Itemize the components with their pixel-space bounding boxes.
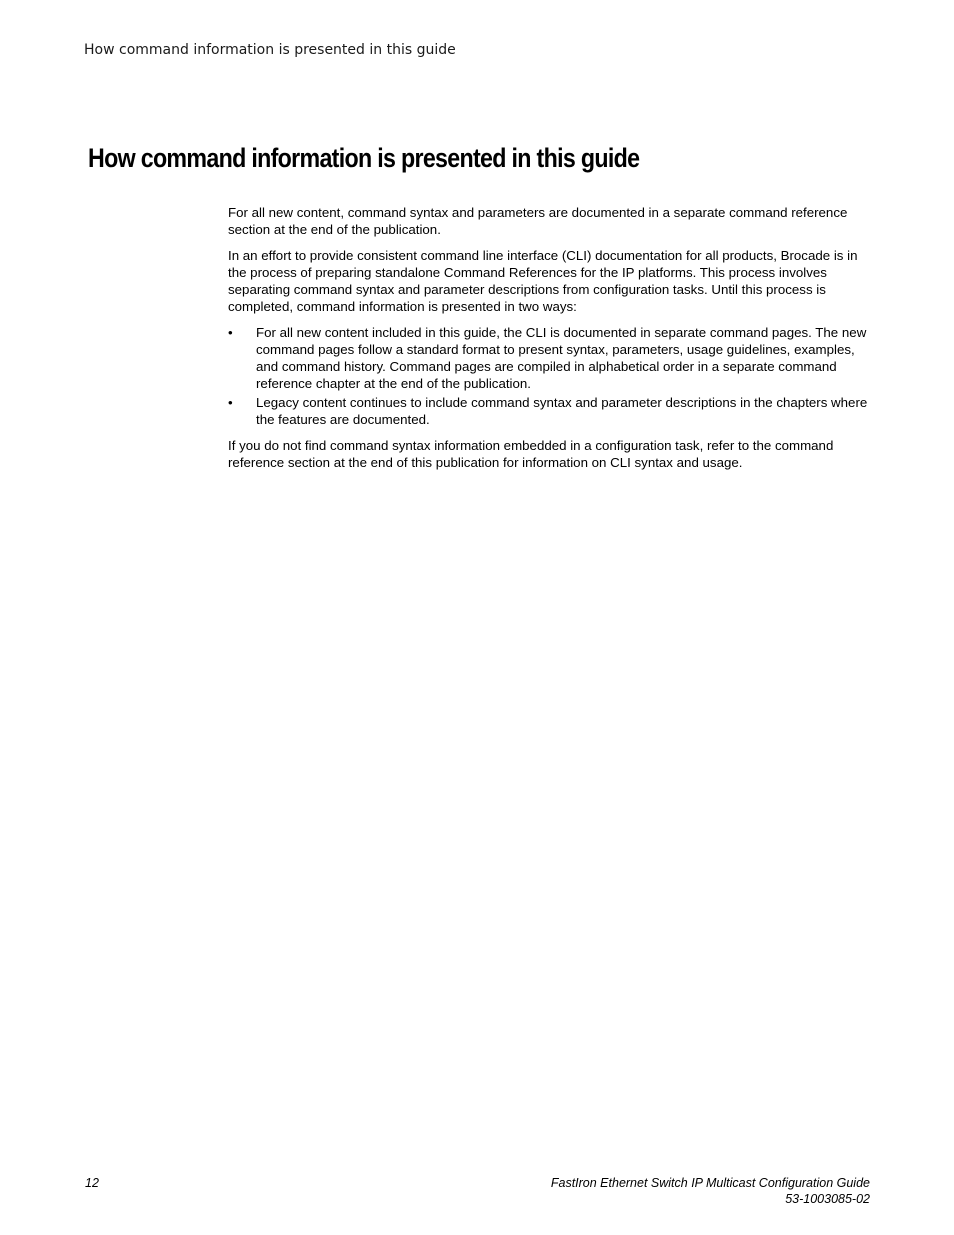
section-body — [228, 204, 868, 480]
bullet-list — [228, 324, 868, 428]
bullet-icon: • — [228, 325, 233, 340]
footer-doc-info — [551, 1175, 870, 1207]
closing-paragraph: If you do not find command syntax information embedded in a configuration task, refer to the command reference section at the end of this publication for information on CLI syntax and usage. — [228, 438, 834, 470]
list-item-text: Legacy content continues to include command syntax and parameter descriptions in the chapters where the features are documented. — [256, 395, 868, 427]
footer-doc-number: 53-1003085-02 — [785, 1192, 870, 1206]
section-title: How command information is presented in this guide — [88, 143, 640, 173]
bullet-icon: • — [228, 395, 233, 410]
footer-doc-title: FastIron Ethernet Switch IP Multicast Configuration Guide — [550, 1176, 870, 1190]
running-header: How command information is presented in this guide — [84, 42, 456, 58]
list-item-text: For all new content included in this guide, the CLI is documented in separate command pages. The new command pages follow a standard format to present syntax, parameters, usage guidelines, examples, and command history. Command pages are compiled in alphabetical order in a separate command reference chapter at the end of the publication. — [256, 325, 867, 391]
list-item — [228, 394, 868, 428]
context-paragraph: In an effort to provide consistent command line interface (CLI) documentation for all products, Brocade is in the process of preparing standalone Command References for the IP platforms. This process involves separating command syntax and parameter descriptions from configuration tasks. Until this process is completed, command information is presented in two ways: — [228, 248, 858, 314]
page-number: 12 — [85, 1176, 99, 1190]
intro-paragraph: For all new content, command syntax and parameters are documented in a separate command reference section at the end of the publication. — [228, 205, 848, 237]
list-item — [228, 324, 868, 392]
